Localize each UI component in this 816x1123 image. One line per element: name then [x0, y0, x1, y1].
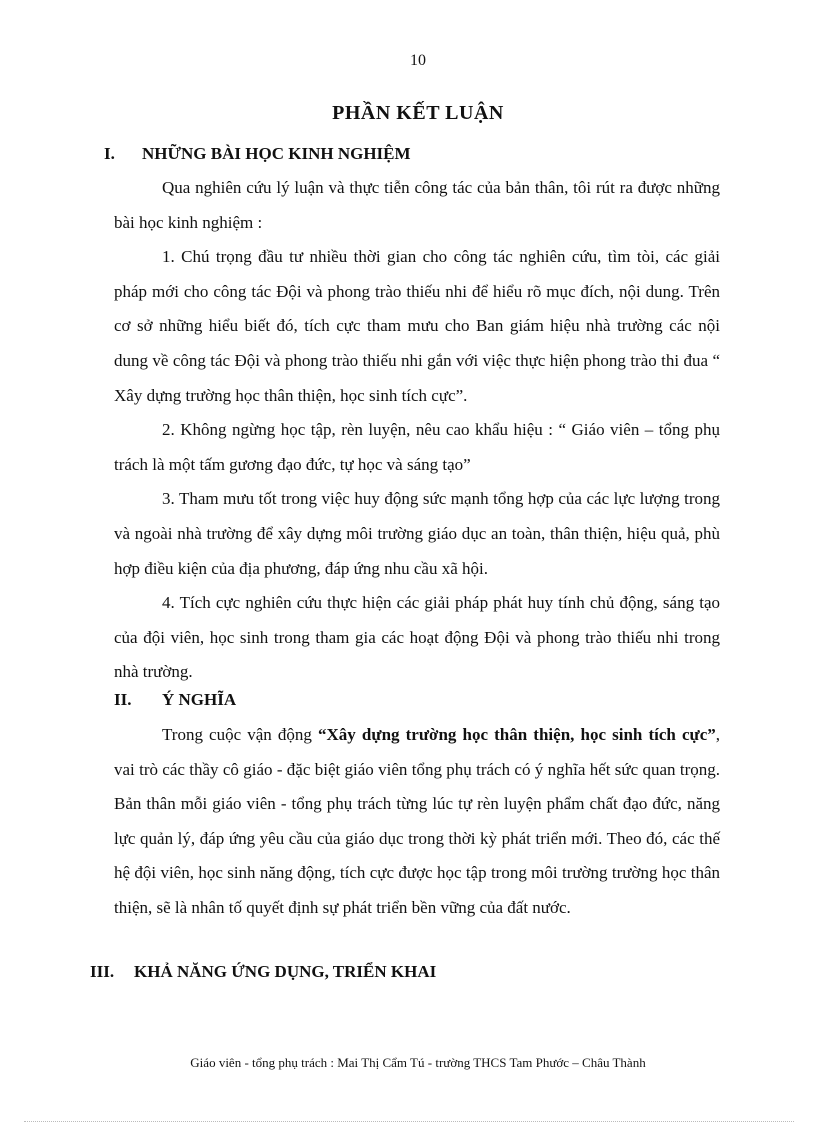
footer-divider: [24, 1121, 794, 1122]
section-title: KHẢ NĂNG ỨNG DỤNG, TRIỂN KHAI: [134, 962, 437, 981]
section-title: Ý NGHĨA: [162, 690, 237, 709]
page-footer: Giáo viên - tổng phụ trách : Mai Thị Cẩm Tú - trường THCS Tam Phước – Châu Thành: [190, 1055, 646, 1070]
paragraph: 4. Tích cực nghiên cứu thực hiện các giải pháp phát huy tính chủ động, sáng tạo của đội viên, học sinh trong tham gia các hoạt động Đội và phong trào thiếu nhi trong nhà trường.: [114, 593, 720, 682]
paragraph-text: Trong cuộc vận động: [162, 725, 319, 744]
paragraph-text: , vai trò các thầy cô giáo - đặc biệt giáo viên tổng phụ trách có ý nghĩa hết sức quan trọng. Bản thân mỗi giáo viên - tổng phụ trách từng lúc tự rèn luyện phẩm chất đạo đức, năng lực quản lý, đáp ứng yêu cầu của giáo dục trong thời kỳ phát triển mới. Theo đó, các thế hệ đội viên, học sinh năng động, tích cực được học tập trong môi trường trường học thân thiện, sẽ là nhân tố quyết định sự phát triển bền vững của đất nước.: [114, 725, 721, 917]
page-number: 10: [410, 52, 426, 69]
paragraph: [114, 718, 720, 926]
campaign-name: “Xây dựng trường học thân thiện, học sinh tích cực”: [318, 725, 716, 744]
section-2-body: [114, 718, 720, 926]
paragraph: Qua nghiên cứu lý luận và thực tiễn công tác của bản thân, tôi rút ra được những bài học kinh nghiệm :: [114, 178, 720, 232]
section-heading-1: [104, 144, 411, 164]
section-heading-3: [90, 962, 436, 982]
paragraph: 2. Không ngừng học tập, rèn luyện, nêu cao khẩu hiệu : “ Giáo viên – tổng phụ trách là một tấm gương đạo đức, tự học và sáng tạo”: [114, 420, 720, 474]
document-title: PHẦN KẾT LUẬN: [332, 102, 504, 124]
paragraph: 3. Tham mưu tốt trong việc huy động sức mạnh tổng hợp của các lực lượng trong và ngoài nhà trường để xây dựng môi trường giáo dục an toàn, thân thiện, hiệu quả, phù hợp điều kiện của địa phương, đáp ứng nhu cầu xã hội.: [114, 489, 720, 578]
section-number: III.: [90, 962, 115, 981]
paragraph: 1. Chú trọng đầu tư nhiều thời gian cho công tác nghiên cứu, tìm tòi, các giải pháp mới cho công tác Đội và phong trào thiếu nhi để hiểu rõ mục đích, nội dung. Trên cơ sở những hiểu biết đó, tích cực tham mưu cho Ban giám hiệu nhà trường các nội dung về công tác Đội và phong trào thiếu nhi gắn với việc thực hiện phong trào thi đua “ Xây dựng trường học thân thiện, học sinh tích cực”.: [114, 247, 720, 405]
section-1-body: [114, 171, 720, 690]
section-heading-2: [114, 690, 236, 710]
section-number: I.: [104, 144, 115, 163]
section-title: NHỮNG BÀI HỌC KINH NGHIỆM: [142, 144, 411, 163]
section-number: II.: [114, 690, 132, 709]
